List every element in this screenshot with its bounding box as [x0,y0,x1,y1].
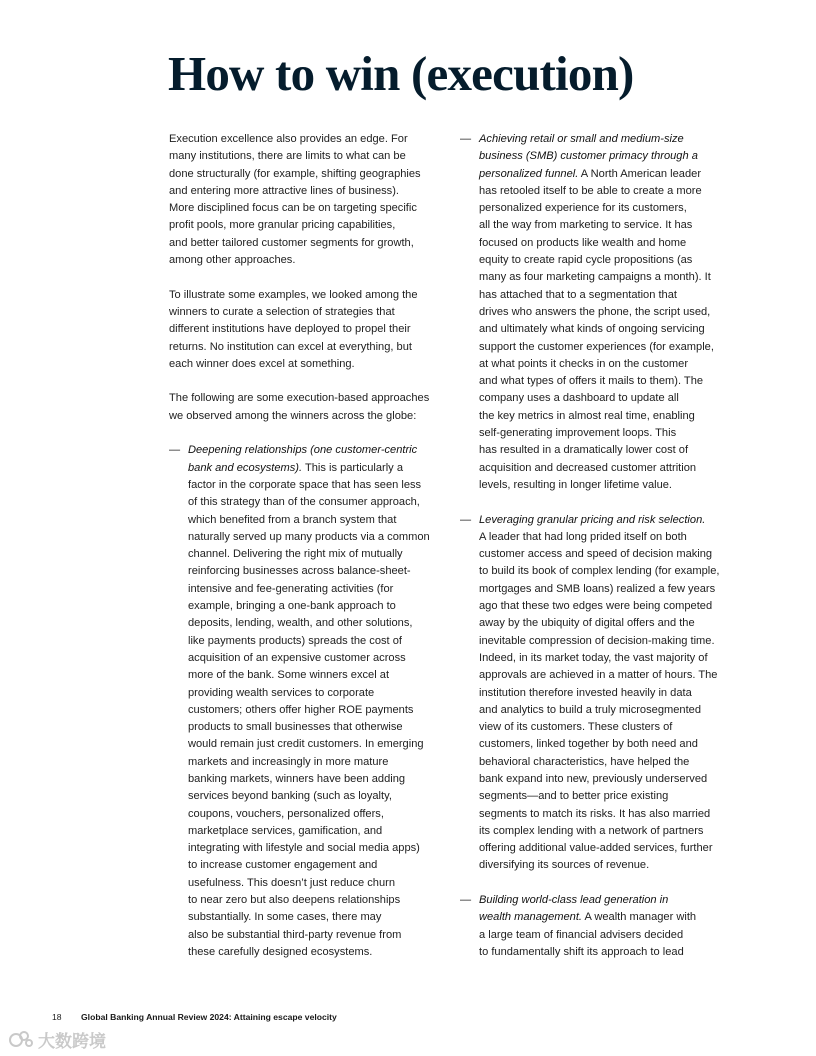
bullet-lead-tail: A North American leader [578,167,702,180]
bullet-body-line: which benefited from a branch system that [188,513,397,526]
text-line: done structurally (for example, shifting geographies [169,167,421,180]
bullet-body-line: of this strategy than of the consumer approach, [188,496,420,509]
text-line: Execution excellence also provides an edge. For [169,133,408,145]
publication-title: Global Banking Annual Review 2024: Attaining escape velocity [81,1012,337,1022]
bullet-body-line: coupons, vouchers, personalized offers, [188,807,384,820]
bullet-body-line: providing wealth services to corporate [188,686,375,699]
bullet-body-line: many as four marketing campaigns a month). It [479,271,711,284]
bullet-body-line: channel. Delivering the right mix of mutually [188,548,403,561]
bullet-body-line: has resulted in a dramatically lower cost of [479,444,689,457]
bullet-body-line: and analytics to build a truly microsegmented [479,703,701,716]
bullet-body-line: banking markets, winners have been adding [188,772,406,785]
bullet-body-line: ago that these two edges were being competed [479,600,713,613]
bullet-granular-pricing [460,512,750,875]
bullet-lead-line [479,166,750,183]
bullet-body-line: institution therefore invested heavily in data [479,686,692,699]
bullet-body-line: levels, resulting in longer lifetime value. [479,478,673,491]
text-line: More disciplined focus can be on targeting specific [169,202,417,215]
approaches-intro-paragraph [169,390,451,425]
bullet-body-line: behavioral characteristics, have helped the [479,755,690,768]
bullet-lead-text: wealth management. [479,911,582,924]
bullet-body-line: example, bringing a one-bank approach to [188,600,396,613]
bullet-lead-text: Deepening relationships (one customer-centric [188,444,418,457]
bullet-lead-tail: This is particularly a [302,461,403,474]
bullet-body-line: customers; others offer higher ROE payments [188,703,414,716]
bullet-lead-text: Achieving retail or small and medium-size [479,133,684,145]
bullet-body-line: away by the ubiquity of digital offers and the [479,617,695,630]
examples-paragraph [169,287,451,373]
bullet-body-line: and what types of offers it mails to them). The [479,375,704,388]
bullet-dash: — [460,894,472,907]
bullet-body-line: usefulness. This doesn’t just reduce churn [188,876,395,889]
bullet-body-line: acquisition of an expensive customer across [188,651,406,664]
text-line: winners to curate a selection of strategies that [169,305,395,318]
left-column [169,131,451,979]
bullet-body-line: intensive and fee-generating activities (for [188,582,394,595]
bullet-lead-tail: A wealth manager with [582,911,697,924]
watermark-logo-icon [8,1029,34,1049]
bullet-body-line: to fundamentally shift its approach to lead [479,945,684,958]
bullet-body-line: support the customer experiences (for example, [479,340,714,353]
text-line: among other approaches. [169,254,296,267]
bullet-body-line: company uses a dashboard to update all [479,392,679,405]
text-line: many institutions, there are limits to what can be [169,150,406,163]
bullet-lead-line [188,460,451,477]
text-line: we observed among the winners across the globe: [169,409,417,422]
page-footer [52,1011,337,1023]
bullet-body-line: more of the bank. Some winners excel at [188,669,390,682]
bullet-lead-line [479,892,750,909]
bullet-body-line: drives who answers the phone, the script used, [479,305,711,318]
text-line: each winner does excel at something. [169,357,355,370]
bullet-body-line: also be substantial third-party revenue from [188,928,402,941]
bullet-body-line: view of its customers. These clusters of [479,721,673,734]
bullet-body-line: mortgages and SMB loans) realized a few years [479,582,716,595]
text-line: different institutions have deployed to propel their [169,323,411,336]
bullet-body-line: naturally served up many products via a common [188,530,430,543]
watermark [8,1027,106,1051]
bullet-body-line: deposits, lending, wealth, and other solutions, [188,617,413,630]
bullet-body-line: markets and increasingly in more mature [188,755,389,768]
bullet-body-line: approvals are achieved in a matter of hours. The [479,669,718,682]
bullet-lead-text: bank and ecosystems). [188,461,303,474]
bullet-lead-line [479,148,750,165]
bullet-body-line: has attached that to a segmentation that [479,288,677,301]
bullet-dash: — [169,444,181,457]
bullet-body-line: to build its book of complex lending (for example, [479,565,720,578]
bullet-dash: — [460,133,472,145]
bullet-body-line: A leader that had long prided itself on both [479,530,687,543]
bullet-body-line: has retooled itself to be able to create a more [479,184,702,197]
bullet-body-line: focused on products like wealth and home [479,236,687,249]
bullet-lead-line [479,131,750,148]
bullet-body-line: would remain just credit customers. In emerging [188,738,424,751]
bullet-body-line: integrating with lifestyle and social media apps) [188,842,420,855]
bullet-body-line: segments—and to better price existing [479,790,669,803]
bullet-lead-line [479,512,750,529]
bullet-body-line: all the way from marketing to service. It has [479,219,693,232]
bullet-body-line: substantially. In some cases, there may [188,911,382,924]
bullet-body-line: its complex lending with a network of partners [479,824,704,837]
bullet-body-line: products to small businesses that otherwise [188,721,403,734]
bullet-body-line: inevitable compression of decision-making time. [479,634,715,647]
text-line: and better tailored customer segments for growth, [169,236,414,249]
bullet-body-line: bank expand into new, previously underserved [479,772,708,785]
bullet-body-line: a large team of financial advisers decided [479,928,684,941]
bullet-lead-line [479,909,750,926]
bullet-deepening-relationships [169,442,451,961]
bullet-body-line: these carefully designed ecosystems. [188,945,373,958]
bullet-body-line: services beyond banking (such as loyalty, [188,790,392,803]
text-line: The following are some execution-based approaches [169,392,430,405]
bullet-body-line: customer access and speed of decision making [479,548,713,561]
bullet-body-line: personalized experience for its customers, [479,202,687,215]
bullet-lead-line [188,442,451,459]
bullet-body-line: offering additional value-added services, further [479,842,713,855]
right-column [460,131,750,979]
bullet-body-line: diversifying its sources of revenue. [479,859,650,872]
bullet-lead-generation [460,892,750,961]
bullet-lead-text: Building world-class lead generation in [479,894,669,907]
bullet-dash: — [460,513,472,526]
bullet-body-line: like payments products) spreads the cost of [188,634,402,647]
bullet-body-line: customers, linked together by both need and [479,738,698,751]
bullet-body-line: to increase customer engagement and [188,859,378,872]
bullet-body-line: reinforcing businesses across balance-sheet- [188,565,411,578]
bullet-customer-primacy [460,131,750,494]
text-line: returns. No institution can excel at everything, but [169,340,412,353]
bullet-body-line: marketplace services, gamification, and [188,824,383,837]
bullet-body-line: and ultimately what kinds of ongoing servicing [479,323,705,336]
bullet-lead-text: Leveraging granular pricing and risk selection. [479,513,706,526]
bullet-lead-text: business (SMB) customer primacy through a [479,150,698,163]
bullet-body-line: self-generating improvement loops. This [479,427,677,440]
intro-paragraph [169,131,451,269]
bullet-body-line: the key metrics in almost real time, enabling [479,409,695,422]
watermark-text: 大数跨境 [38,1031,106,1051]
bullet-lead-text: personalized funnel. [479,167,579,180]
bullet-body-line: Indeed, in its market today, the vast majority of [479,651,708,664]
bullet-body-line: factor in the corporate space that has seen less [188,478,422,491]
bullet-body-line: segments to match its risks. It has also married [479,807,711,820]
text-line: and entering more attractive lines of business). [169,184,400,197]
bullet-body-line: at what points it checks in on the customer [479,357,689,370]
page-number: 18 [52,1012,62,1022]
bullet-body-line: equity to create rapid cycle propositions (as [479,254,693,267]
text-line: To illustrate some examples, we looked among the [169,288,418,301]
bullet-body-line: to near zero but also deepens relationships [188,894,401,907]
bullet-body-line: acquisition and decreased customer attrition [479,461,697,474]
page-title: How to win (execution) [168,46,634,101]
text-line: profit pools, more granular pricing capabilities, [169,219,396,232]
